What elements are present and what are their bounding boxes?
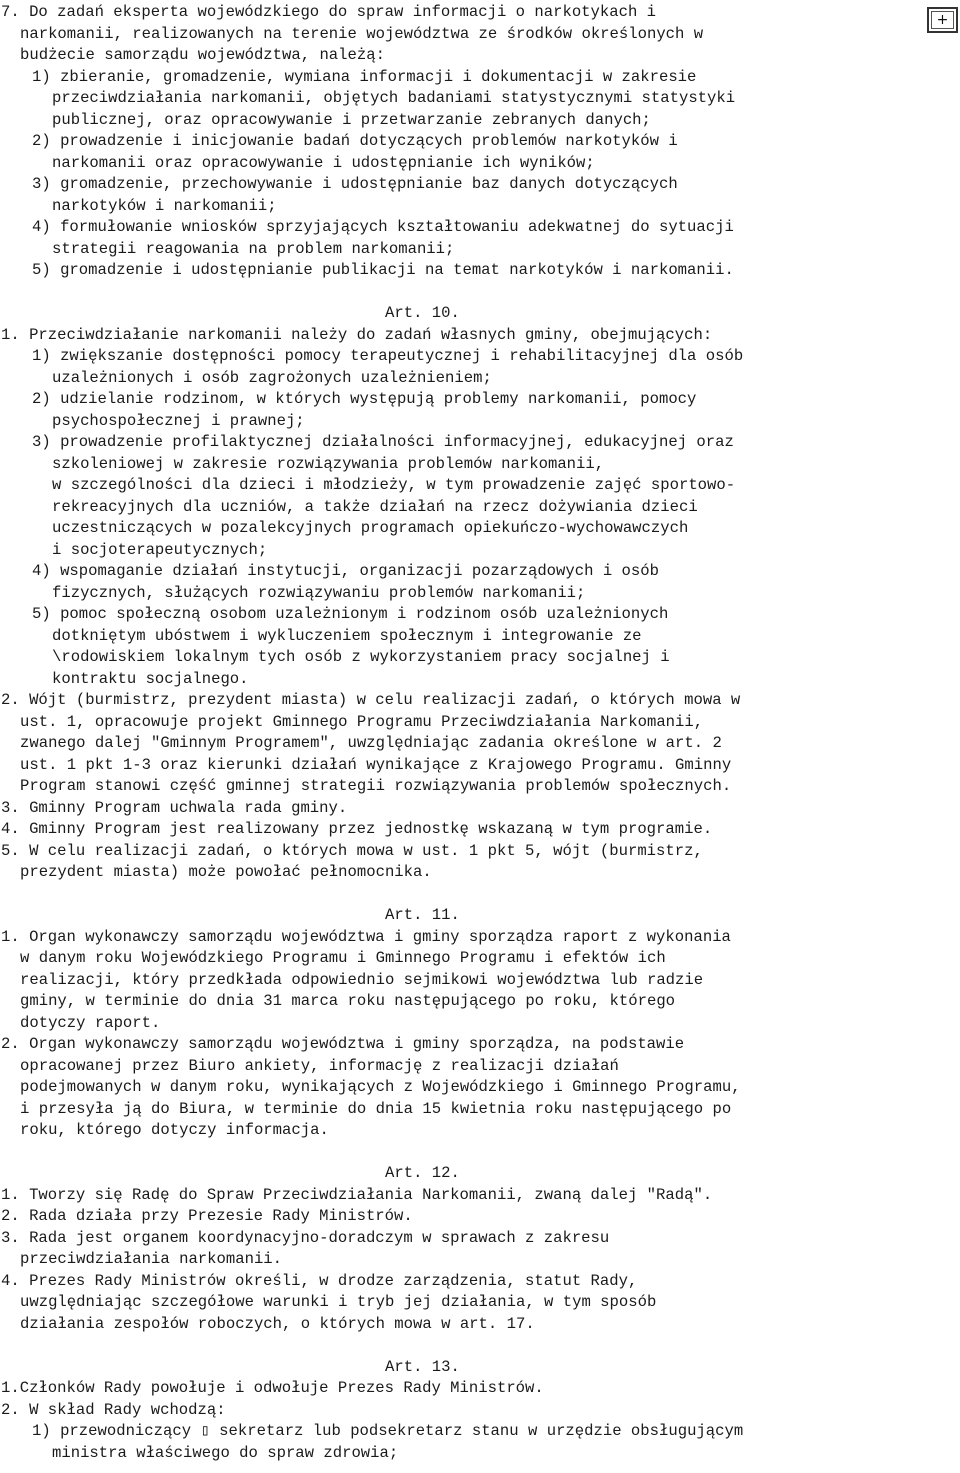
text-line: narkotyków i narkomanii;: [52, 196, 277, 215]
text-line: narkomanii oraz opracowywanie i udostępnianie ich wyników;: [52, 153, 595, 172]
text-line: 1.Członków Rady powołuje i odwołuje Prezes Rady Ministrów.: [1, 1379, 544, 1397]
text-line: Program stanowi część gminnej strategii rozwiązywania problemów społecznych.: [20, 777, 732, 795]
text-line: 2. Organ wykonawczy samorządu województwa i gminy sporządza, na podstawie: [1, 1035, 685, 1053]
text-line: dotkniętym ubóstwem i wykluczeniem społecznym i integrowanie ze: [52, 626, 642, 645]
text-line: 3) prowadzenie profilaktycznej działalności informacyjnej, edukacyjnej oraz: [32, 433, 734, 451]
text-line: 1) zwiększanie dostępności pomocy terapeutycznej i rehabilitacyjnej dla osób: [32, 347, 744, 365]
text-line: podejmowanych w danym roku, wynikających z Wojewódzkiego i Gminnego Programu,: [20, 1078, 741, 1096]
text-line: opracowanej przez Biuro ankiety, informację z realizacji działań: [20, 1056, 619, 1075]
text-line: publicznej, oraz opracowywanie i przetwarzanie zebranych danych;: [52, 110, 651, 129]
text-line: realizacji, który przedkłada odpowiednio sejmikowi województwa lub radzie: [20, 970, 704, 989]
text-line: prezydent miasta) może powołać pełnomocnika.: [20, 863, 432, 881]
text-line: dotyczy raport.: [20, 1013, 161, 1032]
text-line: w szczególności dla dzieci i młodzieży, w tym prowadzenie zajęć sportowo-: [52, 476, 736, 494]
text-line: w danym roku Wojewódzkiego Programu i Gminnego Programu i efektów ich: [20, 949, 666, 967]
article-heading: Art. 12.: [385, 1164, 460, 1182]
article-heading: Art. 13.: [385, 1357, 460, 1376]
text-line: ust. 1, opracowuje projekt Gminnego Programu Przeciwdziałania Narkomanii,: [20, 712, 704, 731]
text-line: 5. W celu realizacji zadań, o których mowa w ust. 1 pkt 5, wójt (burmistrz,: [1, 841, 703, 860]
text-line: 4) wspomaganie działań instytucji, organizacji pozarządowych i osób: [32, 562, 659, 580]
text-line: kontraktu socjalnego.: [52, 669, 249, 688]
text-line: uczestniczących w pozalekcyjnych programach opiekuńczo-wychowawczych: [52, 519, 689, 537]
text-line: 2) udzielanie rodzinom, w których występują problemy narkomanii, pomocy: [32, 390, 697, 408]
text-line: [1, 884, 926, 906]
text-line: 2) prowadzenie i inicjowanie badań dotyczących problemów narkotyków i: [32, 132, 678, 150]
text-line: gminy, w terminie do dnia 31 marca roku następującego po roku, którego: [20, 992, 676, 1010]
text-line: 7. Do zadań eksperta wojewódzkiego do spraw informacji o narkotykach i: [1, 3, 657, 21]
text-line: 5) gromadzenie i udostępnianie publikacji na temat narkotyków i narkomanii.: [32, 261, 734, 279]
text-line: psychospołecznej i prawnej;: [52, 411, 305, 430]
text-line: roku, którego dotyczy informacja.: [20, 1121, 329, 1139]
text-line: działania zespołów roboczych, o których mowa w art. 17.: [20, 1314, 535, 1333]
text-line: 4) formułowanie wniosków sprzyjających kształtowaniu adekwatnej do sytuacji: [32, 218, 734, 236]
text-line: 4. Gminny Program jest realizowany przez jednostkę wskazaną w tym programie.: [1, 820, 713, 838]
text-line: 2. Rada działa przy Prezesie Rady Ministrów.: [1, 1207, 413, 1225]
text-line: zwanego dalej "Gminnym Programem", uwzględniając zadania określone w art. 2: [20, 734, 722, 752]
text-line: 3. Gminny Program uchwala rada gminy.: [1, 798, 348, 817]
text-line: 1. Tworzy się Radę do Spraw Przeciwdziałania Narkomanii, zwaną dalej "Radą".: [1, 1185, 713, 1204]
text-line: narkomanii, realizowanych na terenie województwa ze środków określonych w: [20, 24, 704, 43]
text-line: budżecie samorządu województwa, należą:: [20, 46, 385, 64]
text-line: przeciwdziałania narkomanii.: [20, 1250, 283, 1268]
text-line: 2. W skład Rady wchodzą:: [1, 1400, 226, 1419]
text-line: fizycznych, służących rozwiązywaniu problemów narkomanii;: [52, 583, 586, 602]
text-line: 3) gromadzenie, przechowywanie i udostępnianie baz danych dotyczących: [32, 175, 678, 193]
text-line: 1) przewodniczący ▯ sekretarz lub podsekretarz stanu w urzędzie obsługującym: [32, 1422, 744, 1440]
text-line: 1. Przeciwdziałanie narkomanii należy do zadań własnych gminy, obejmujących:: [1, 325, 713, 344]
text-line: 4. Prezes Rady Ministrów określi, w drodze zarządzenia, statut Rady,: [1, 1271, 638, 1290]
text-line: uzależnionych i osób zagrożonych uzależnieniem;: [52, 368, 492, 387]
expand-button[interactable]: [927, 7, 958, 33]
text-line: [1, 1335, 926, 1357]
text-line: uwzględniając szczegółowe warunki i tryb jej działania, w tym sposób: [20, 1293, 657, 1311]
text-line: 1) zbieranie, gromadzenie, wymiana informacji i dokumentacji w zakresie: [32, 67, 697, 86]
text-line: 1. Organ wykonawczy samorządu województwa i gminy sporządza raport z wykonania: [1, 927, 731, 946]
text-line: [1, 282, 926, 304]
text-line: \rodowiskiem lokalnym tych osób z wykorzystaniem pracy socjalnej i: [52, 648, 670, 666]
text-line: rekreacyjnych dla uczniów, a także działań na rzecz dożywiania dzieci: [52, 497, 698, 516]
text-line: ust. 1 pkt 1-3 oraz kierunki działań wynikające z Krajowego Programu. Gminny: [20, 755, 732, 774]
text-line: ministra właściwego do spraw zdrowia;: [52, 1443, 399, 1462]
article-heading: Art. 11.: [385, 906, 460, 924]
text-line: 2. Wójt (burmistrz, prezydent miasta) w celu realizacji zadań, o których mowa w: [1, 691, 741, 709]
text-line: i przesyła ją do Biura, w terminie do dnia 15 kwietnia roku następującego po: [20, 1099, 732, 1118]
text-line: przeciwdziałania narkomanii, objętych badaniami statystycznymi statystyki: [52, 89, 736, 107]
text-line: szkoleniowej w zakresie rozwiązywania problemów narkomanii,: [52, 454, 605, 473]
article-heading: Art. 10.: [385, 304, 460, 322]
plus-icon: +: [936, 12, 949, 28]
text-line: [1, 1142, 926, 1164]
text-line: i socjoterapeutycznych;: [52, 540, 268, 559]
text-line: 5) pomoc społeczną osobom uzależnionym i rodzinom osób uzależnionych: [32, 605, 669, 623]
text-line: 3. Rada jest organem koordynacyjno-doradczym w sprawach z zakresu: [1, 1228, 610, 1247]
text-line: strategii reagowania na problem narkomanii;: [52, 239, 455, 258]
